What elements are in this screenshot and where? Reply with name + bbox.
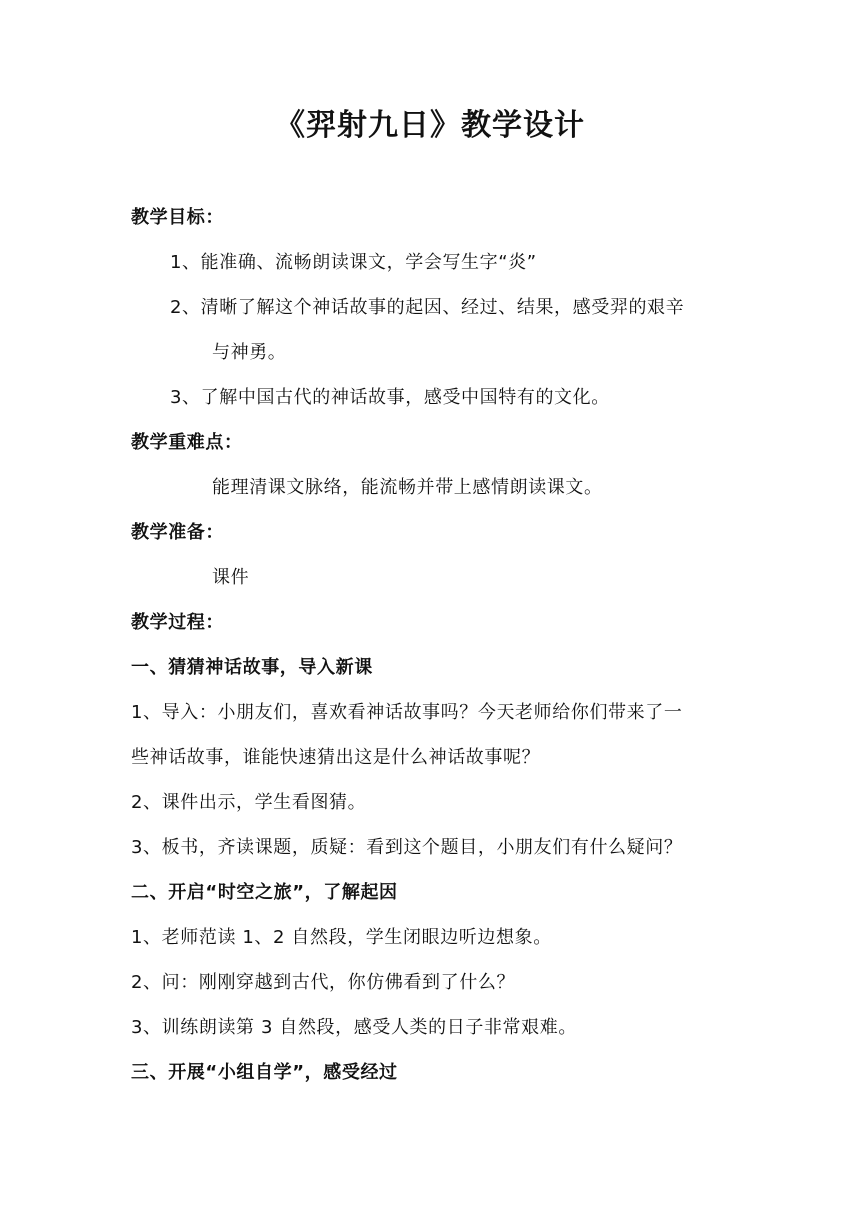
section-1-heading: 一、猜猜神话故事，导入新课 xyxy=(131,657,373,678)
goal-item-2-continued: 与神勇。 xyxy=(212,342,287,363)
goals-heading: 教学目标： xyxy=(131,207,224,228)
section-2-paragraph-3: 3、训练朗读第 3 自然段，感受人类的日子非常艰难。 xyxy=(131,1017,577,1038)
section-2-paragraph-2: 2、问：刚刚穿越到古代，你仿佛看到了什么？ xyxy=(131,972,516,993)
preparation-text: 课件 xyxy=(212,567,250,588)
goal-item-2: 2、清晰了解这个神话故事的起因、经过、结果，感受羿的艰辛 xyxy=(170,297,685,318)
section-1-paragraph-1: 1、导入：小朋友们，喜欢看神话故事吗？今天老师给你们带来了一 xyxy=(131,702,683,723)
section-2-paragraph-1: 1、老师范读 1、2 自然段，学生闭眼边听边想象。 xyxy=(131,927,552,948)
document-title: 《羿射九日》教学设计 xyxy=(275,108,585,143)
goal-item-3: 3、了解中国古代的神话故事，感受中国特有的文化。 xyxy=(170,387,610,408)
section-1-paragraph-1-continued: 些神话故事，谁能快速猜出这是什么神话故事呢？ xyxy=(131,747,541,768)
section-1-paragraph-3: 3、板书，齐读课题，质疑：看到这个题目，小朋友们有什么疑问？ xyxy=(131,837,683,858)
section-3-heading: 三、开展“小组自学”，感受经过 xyxy=(131,1062,398,1083)
key-points-heading: 教学重难点： xyxy=(131,432,243,453)
section-2-heading: 二、开启“时空之旅”，了解起因 xyxy=(131,882,398,903)
section-1-paragraph-2: 2、课件出示，学生看图猜。 xyxy=(131,792,367,813)
process-heading: 教学过程： xyxy=(131,612,224,633)
key-points-text: 能理清课文脉络，能流畅并带上感情朗读课文。 xyxy=(212,477,603,498)
goal-item-1: 1、能准确、流畅朗读课文，学会写生字“炎” xyxy=(170,252,537,273)
preparation-heading: 教学准备： xyxy=(131,522,224,543)
